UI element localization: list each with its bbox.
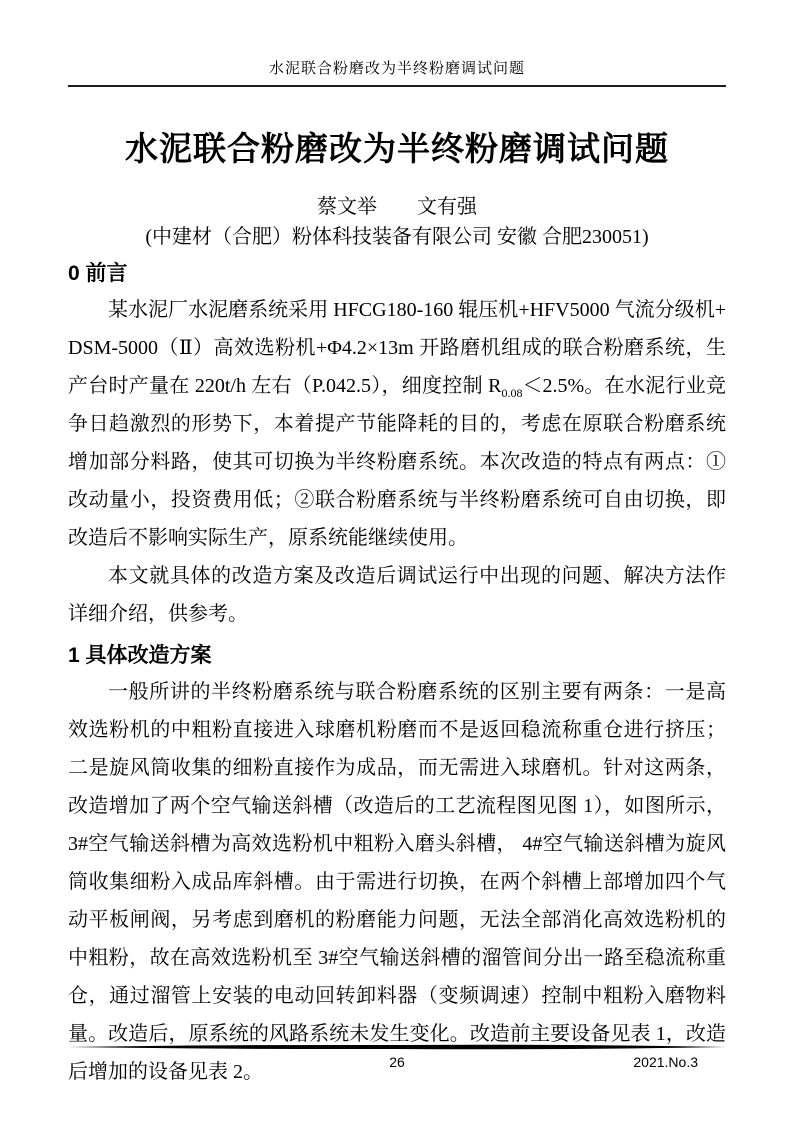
section-heading-foreword: 0 前言 [68, 262, 128, 285]
running-header-title: 水泥联合粉磨改为半终粉磨调试问题 [268, 61, 525, 77]
page-number: 26 [389, 1054, 405, 1070]
page-footer [68, 1044, 726, 1071]
header-rule [68, 85, 726, 87]
page-content [0, 58, 793, 1091]
running-header [68, 58, 726, 80]
affiliation-line: (中建材（合肥）粉体科技装备有限公司 安徽 合肥230051) [145, 226, 649, 248]
subscript-fineness: 0.08 [501, 386, 523, 400]
article-title: 水泥联合粉磨改为半终粉磨调试问题 [125, 130, 669, 167]
paragraph-retrofit-plan-1: 一般所讲的半终粉磨系统与联合粉磨系统的区别主要有两条：一是高效选粉机的中粗粉直接进入球磨机粉磨而不是返回稳流称重仓进行挤压；二是旋风筒收集的细粉直接作为成品，而无需进入球磨机。针对这两条，改造增加了两个空气输送斜槽（改造后的工艺流程图见图 1），如图所示，3#空气输送斜槽为高效选粉机中粗粉入磨头斜槽， 4#空气输送斜槽为旋风筒收集细粉入成品库斜槽。由于需进行切换，在两个斜槽上部增加四个气动平板闸阀，另考虑到磨机的粉磨能力问题，无法全部消化高效选粉机的中粗粉，故在高效选粉机至 3#空气输送斜槽的溜管间分出一路至稳流称重仓，通过溜管上安装的电动回转卸料器（变频调速）控制中粗粉入磨物料量。改造后，原系统的风路系统未发生变化。改造前主要设备见表 1，改造后增加的设备见表 2。 [68, 681, 726, 1083]
paragraph-foreword-2: 本文就具体的改造方案及改造后调试运行中出现的问题、解决方法作详细介绍，供参考。 [68, 565, 726, 625]
section-heading-retrofit-plan: 1 具体改造方案 [68, 644, 212, 667]
paragraph-foreword-1 [68, 291, 726, 557]
footer-rule [68, 1044, 726, 1050]
paragraph-text-segment: 某水泥厂水泥磨系统采用 HFCG180-160 辊压机+HFV5000 气流分级机+ DSM-5000（Ⅱ）高效选粉机+Φ4.2×13m 开路磨机组成的联合粉磨系统，生产台时产量在 220t/h 左右（P.042.5），细度控制 R [68, 299, 726, 397]
issue-label: 2021.No.3 [633, 1054, 698, 1070]
paragraph-text-segment: ＜2.5%。在水泥行业竞争日趋激烈的形势下，本着提产节能降耗的目的，考虑在原联合粉磨系统增加部分料路，使其可切换为半终粉磨系统。本次改造的特点有两点：①改动量小，投资费用低；②联合粉磨系统与半终粉磨系统可自由切换，即改造后不影响实际生产，原系统能继续使用。 [68, 375, 726, 549]
footer-texts [68, 1053, 726, 1071]
authors-line: 蔡文举 文有强 [317, 196, 477, 218]
